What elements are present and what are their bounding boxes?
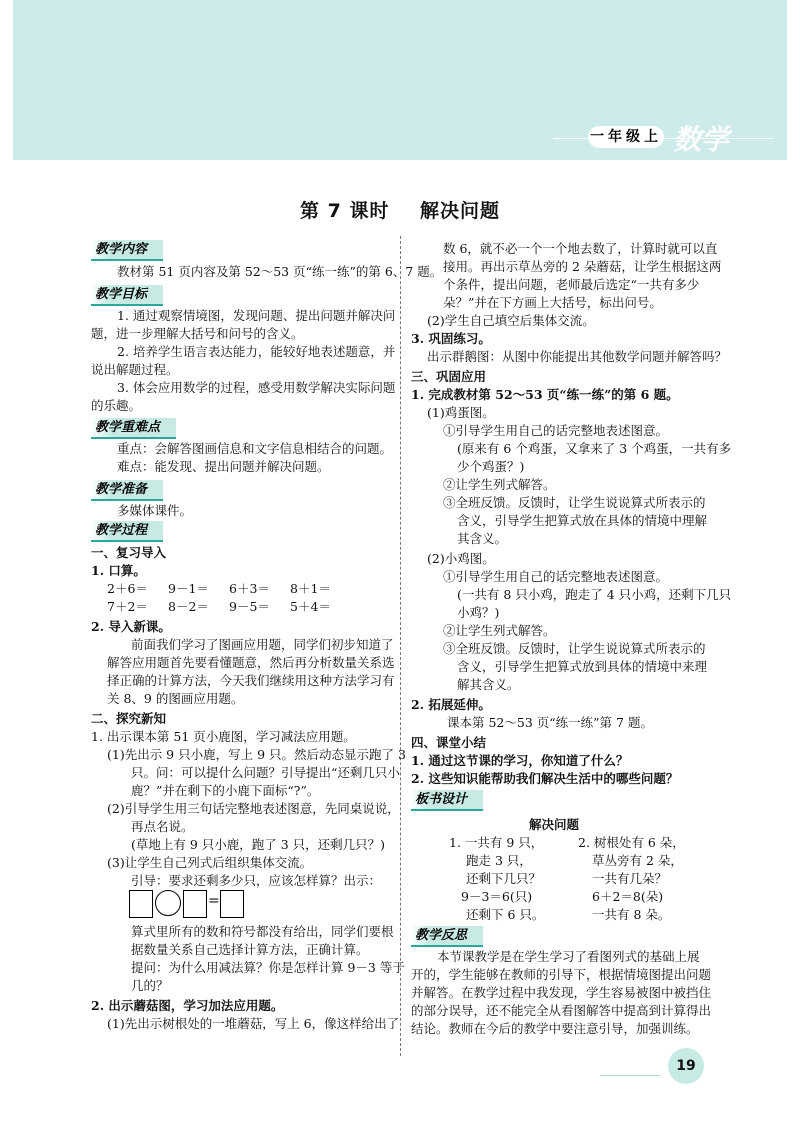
goal-line: 3. 体会应用数学的过程，感受用数学解决实际问题 [117, 380, 396, 395]
step-line: 据数量关系自己选择计算方法，正确计算。 [131, 942, 369, 957]
step-label: 3. 巩固练习。 [411, 331, 491, 346]
step-label: 2. 出示蘑菇图，学习加法应用题。 [91, 998, 284, 1013]
step-line: 再点名说。 [131, 819, 194, 834]
column-divider [400, 236, 401, 1056]
intro-line: 关 8、9 的图画应用题。 [107, 691, 244, 706]
step-line: (一共有 8 只小鸡，跑走了 4 只小鸡，还剩下几只 [457, 587, 732, 602]
prep-text: 多媒体课件。 [117, 503, 193, 518]
reflection-line: 结论。教师在今后的教学中要注意引导，加强训练。 [411, 1021, 699, 1036]
reflection-line: 开的，学生能够在教师的引导下，根据情境图提出问题 [411, 967, 712, 982]
step-line: (3)让学生自己列式后组织集体交流。 [107, 855, 313, 870]
step-label: 1. 通过这节课的学习，你知道了什么？ [411, 753, 629, 768]
heading-content: 教学内容 [91, 240, 163, 261]
step-line: 其含义。 [457, 531, 508, 546]
step-line: ①引导学生用自己的话完整地表述图意。 [443, 423, 669, 438]
page-title: 第 7 课时 解决问题 [300, 200, 500, 222]
calc-item: 2＋6＝ [107, 581, 148, 596]
step-line: 算式里所有的数和符号都没有给出，同学们要根 [131, 924, 394, 939]
step-label: 2. 导入新课。 [91, 619, 171, 634]
heading-process: 教学过程 [91, 521, 163, 542]
step-line: ①引导学生用自己的话完整地表述图意。 [443, 569, 669, 584]
board-item: 还剩下 6 只。 [466, 907, 545, 922]
step-line: 少个鸡蛋？) [457, 459, 525, 474]
intro-line: 解答应用题首先要看懂题意，然后再分析数量关系选 [107, 655, 395, 670]
step-line: ③全班反馈。反馈时，让学生说说算式所表示的 [443, 641, 706, 656]
step-line: (原来有 6 个鸡蛋，又拿来了 3 个鸡蛋，一共有多 [457, 441, 732, 456]
goal-line: 题，进一步理解大括号和问号的含义。 [91, 326, 304, 341]
step-line: 含义，引导学生把算式放到具体的情境中来理 [457, 659, 708, 674]
goal-line: 2. 培养学生语言表达能力，能较好地表述题意，并 [117, 344, 396, 359]
intro-line: 前面我们学习了图画应用题，同学们初步知道了 [131, 637, 394, 652]
step-line: 接用。再出示草丛旁的 2 朵蘑菇，让学生根据这两 [443, 259, 722, 274]
calc-item: 6＋3＝ [229, 581, 270, 596]
subject-label: 数学 [673, 123, 730, 156]
calc-item: 9－1＝ [168, 581, 209, 596]
content-text: 教材第 51 页内容及第 52～53 页“练一练”的第 6、7 题。 [117, 264, 443, 279]
heading-prep: 教学准备 [91, 480, 163, 501]
step-line: (1)鸡蛋图。 [427, 405, 495, 420]
blank-box [220, 890, 244, 918]
heading-board: 板书设计 [411, 790, 483, 811]
step-line: (草地上有 9 只小鹿，跑了 3 只，还剩几只？) [131, 837, 386, 852]
blank-circle [155, 890, 181, 916]
heading-key-points: 教学重难点 [91, 418, 176, 439]
grade-label: 一年级上 [588, 126, 664, 148]
step-line: 解其含义。 [457, 677, 520, 692]
step-label: 1. 口算。 [91, 563, 146, 578]
step-line: (1)先出示 9 只小鹿，写上 9 只。然后动态显示跑了 3 [107, 747, 406, 762]
step-line: ②让学生列式解答。 [443, 623, 556, 638]
section-heading: 三、巩固应用 [411, 369, 487, 384]
step-line: (2)小鸡图。 [427, 551, 495, 566]
section-heading: 四、课堂小结 [411, 735, 487, 750]
step-label: 2. 拓展延伸。 [411, 697, 491, 712]
step-line: (1)先出示树根处的一堆蘑菇，写上 6，像这样给出了 [107, 1016, 400, 1031]
step-label: 1. 出示课本第 51 页小鹿图，学习减法应用题。 [91, 729, 356, 744]
key-point: 重点：会解答图画信息和文字信息相结合的问题。 [117, 441, 393, 456]
board-item: 2. 树根处有 6 朵， [578, 835, 685, 850]
board-item: 还剩下几只？ [466, 871, 542, 886]
step-line: 只。问：可以提什么问题？引导提出“还剩几只小 [131, 765, 400, 780]
board-item: 一共有 8 朵。 [592, 907, 671, 922]
equals-sign: = [208, 893, 220, 909]
step-line: 含义，引导学生把算式放在具体的情境中理解 [457, 513, 708, 528]
board-item: 6＋2＝8(朵) [592, 889, 664, 904]
step-line: 几的？ [131, 978, 169, 993]
hard-point: 难点：能发现、提出问题并解决问题。 [117, 459, 330, 474]
step-line: 鹿？”并在剩下的小鹿下面标“?”。 [131, 783, 320, 798]
board-item: 草丛旁有 2 朵， [592, 853, 683, 868]
step-line: 引导：要求还剩多少只，应该怎样算？出示： [131, 873, 382, 888]
step-line: 个条件，提出问题，老师最后选定“一共有多少 [443, 277, 700, 292]
goal-line: 的乐趣。 [91, 398, 142, 413]
step-line: 数 6，就不必一个一个地去数了，计算时就可以直 [443, 241, 718, 256]
step-line: 出示群鹅图：从图中你能提出其他数学问题并解答吗？ [427, 349, 728, 364]
section-heading: 二、探究新知 [91, 711, 167, 726]
reflection-line: 的部分误导，还不能完全从看图解答中提高到计算得出 [411, 1003, 712, 1018]
step-line: 朵？”并在下方画上大括号，标出问号。 [443, 295, 662, 310]
goal-line: 1. 通过观察情境图，发现问题、提出问题并解决问 [117, 308, 396, 323]
blank-box [183, 890, 207, 918]
step-line: ③全班反馈。反馈时，让学生说说算式所表示的 [443, 495, 706, 510]
step-label: 1. 完成教材第 52～53 页“练一练”的第 6 题。 [411, 387, 679, 402]
calc-item: 5＋4＝ [290, 599, 331, 614]
heading-goals: 教学目标 [91, 285, 163, 306]
intro-line: 择正确的计算方法，今天我们继续用这种方法学习有 [107, 673, 395, 688]
step-label: 2. 这些知识能帮助我们解决生活中的哪些问题？ [411, 771, 679, 786]
section-heading: 一、复习导入 [91, 545, 167, 560]
page-number-line [600, 1075, 660, 1076]
calc-item: 7＋2＝ [107, 599, 148, 614]
step-line: (2)学生自己填空后集体交流。 [427, 313, 595, 328]
step-line: ②让学生列式解答。 [443, 477, 556, 492]
blank-box [129, 890, 153, 918]
step-line: 提问：为什么用减法算？你是怎样计算 9－3 等于 [131, 960, 405, 975]
header-band [13, 0, 787, 160]
board-item: 1. 一共有 9 只， [449, 835, 544, 850]
calc-item: 8－2＝ [168, 599, 209, 614]
step-line: 小鸡？) [457, 605, 500, 620]
reflection-line: 本节课教学是在学生学习了看图列式的基础上展 [437, 949, 700, 964]
goal-line: 说出解题过程。 [91, 362, 179, 377]
board-title: 解决问题 [529, 817, 580, 832]
page-number: 19 [668, 1048, 704, 1084]
calc-item: 9－5＝ [229, 599, 270, 614]
board-item: 9－3＝6(只) [461, 889, 533, 904]
step-line: (2)引导学生用三句话完整地表述图意，先同桌说说， [107, 801, 400, 816]
heading-reflection: 教学反思 [411, 926, 483, 947]
board-item: 跑走 3 只， [466, 853, 532, 868]
reflection-line: 并解答。在教学过程中我发现，学生容易被图中被挡住 [411, 985, 712, 1000]
calc-item: 8＋1＝ [290, 581, 331, 596]
step-line: 课本第 52～53 页“练一练”第 7 题。 [447, 715, 653, 730]
board-item: 一共有几朵？ [592, 871, 668, 886]
